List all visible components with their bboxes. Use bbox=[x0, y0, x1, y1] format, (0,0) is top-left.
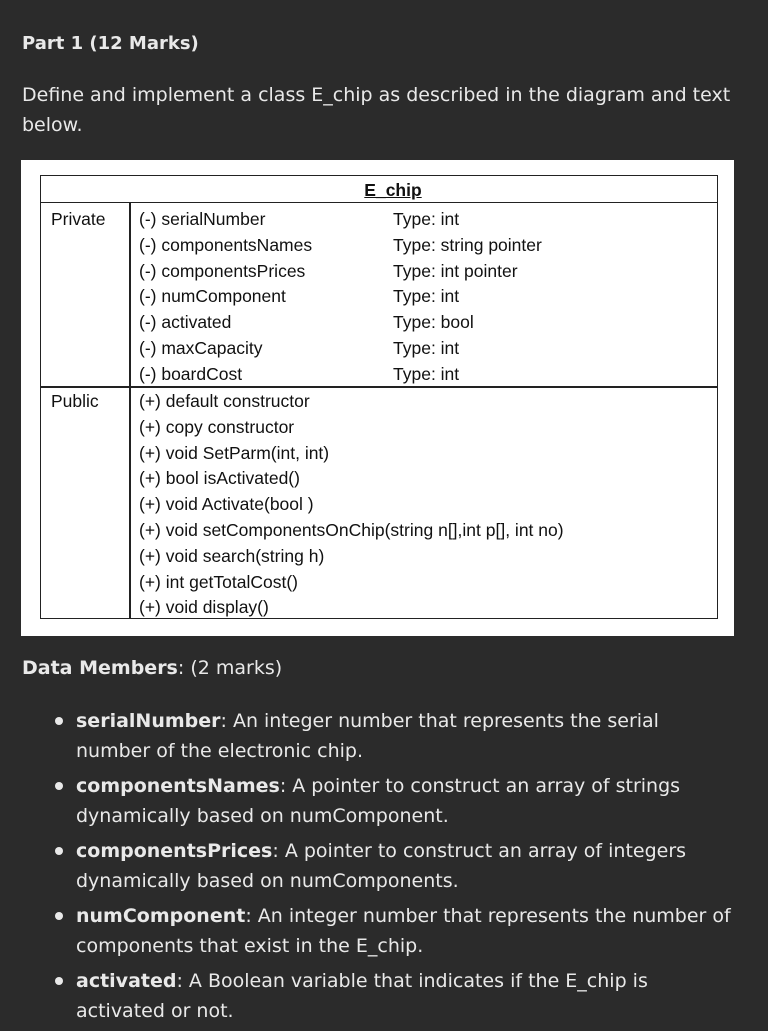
data-members-title: Data Members bbox=[22, 657, 178, 679]
class-diagram-panel bbox=[21, 160, 734, 636]
private-member-list bbox=[139, 206, 709, 387]
member-row bbox=[139, 206, 709, 232]
method-row: (+) void SetParm(int, int) bbox=[139, 442, 330, 463]
member-term: componentsPrices bbox=[76, 840, 273, 862]
method-row: (+) void display() bbox=[139, 597, 269, 618]
data-members-marks: : (2 marks) bbox=[177, 657, 283, 679]
member-description: : A Boolean variable that indicates if the E_chip is activated or not. bbox=[76, 970, 648, 1022]
member-type: Type: int bbox=[393, 209, 460, 229]
member-description: : An integer number that represents the number of components that exist in the E_chip. bbox=[76, 905, 731, 957]
member-name: (-) componentsPrices bbox=[139, 260, 306, 281]
bullet-icon bbox=[55, 717, 63, 725]
member-name: (-) componentsNames bbox=[139, 234, 313, 255]
member-row bbox=[139, 258, 709, 284]
method-row: (+) void search(string h) bbox=[139, 545, 325, 566]
member-description: : A pointer to construct an array of integers dynamically based on numComponents. bbox=[76, 840, 687, 892]
list-item bbox=[22, 836, 738, 896]
public-method-list bbox=[139, 388, 709, 620]
member-name: (-) serialNumber bbox=[139, 209, 266, 229]
member-name: (-) maxCapacity bbox=[139, 337, 263, 358]
bullet-icon bbox=[55, 782, 63, 790]
member-name: (-) boardCost bbox=[139, 363, 243, 384]
member-term: componentsNames bbox=[76, 775, 280, 797]
member-description: : A pointer to construct an array of strings dynamically based on numComponent. bbox=[76, 775, 681, 827]
bullet-icon bbox=[55, 977, 63, 985]
method-row: (+) copy constructor bbox=[139, 416, 295, 437]
member-type: Type: int bbox=[393, 337, 460, 358]
member-term: numComponent bbox=[76, 905, 246, 927]
list-item bbox=[22, 901, 738, 961]
method-row: (+) void setComponentsOnChip(string n[],int p[], int no) bbox=[139, 519, 564, 540]
data-members-heading bbox=[22, 657, 282, 679]
member-name: (-) activated bbox=[139, 312, 232, 333]
member-type: Type: int pointer bbox=[393, 260, 518, 281]
member-row bbox=[139, 283, 709, 309]
member-description: : An integer number that represents the serial number of the electronic chip. bbox=[76, 710, 659, 762]
column-divider bbox=[129, 203, 131, 618]
class-name: E_chip bbox=[364, 180, 422, 200]
member-name: (-) numComponent bbox=[139, 286, 286, 307]
member-row bbox=[139, 309, 709, 335]
method-row: (+) void Activate(bool ) bbox=[139, 494, 314, 515]
list-item bbox=[22, 706, 738, 766]
member-row bbox=[139, 361, 709, 387]
member-row bbox=[139, 335, 709, 361]
bullet-icon bbox=[55, 847, 63, 855]
member-term: activated bbox=[76, 970, 177, 992]
member-type: Type: string pointer bbox=[393, 234, 542, 255]
bullet-icon bbox=[55, 912, 63, 920]
public-label: Public bbox=[51, 391, 99, 411]
data-members-list bbox=[22, 706, 738, 1031]
intro-paragraph: Define and implement a class E_chip as described in the diagram and text below. bbox=[22, 84, 731, 136]
member-row bbox=[139, 232, 709, 258]
uml-title-row bbox=[41, 176, 717, 203]
method-row: (+) bool isActivated() bbox=[139, 468, 300, 489]
private-label: Private bbox=[51, 209, 106, 229]
member-type: Type: bool bbox=[393, 312, 474, 333]
member-term: serialNumber bbox=[76, 710, 221, 732]
method-row: (+) int getTotalCost() bbox=[139, 571, 299, 592]
part-heading: Part 1 (12 Marks) bbox=[22, 33, 199, 54]
method-row: (+) default constructor bbox=[139, 391, 310, 411]
member-type: Type: int bbox=[393, 363, 460, 384]
list-item bbox=[22, 966, 738, 1026]
member-type: Type: int bbox=[393, 286, 460, 307]
uml-class-diagram bbox=[40, 175, 718, 619]
list-item bbox=[22, 771, 738, 831]
